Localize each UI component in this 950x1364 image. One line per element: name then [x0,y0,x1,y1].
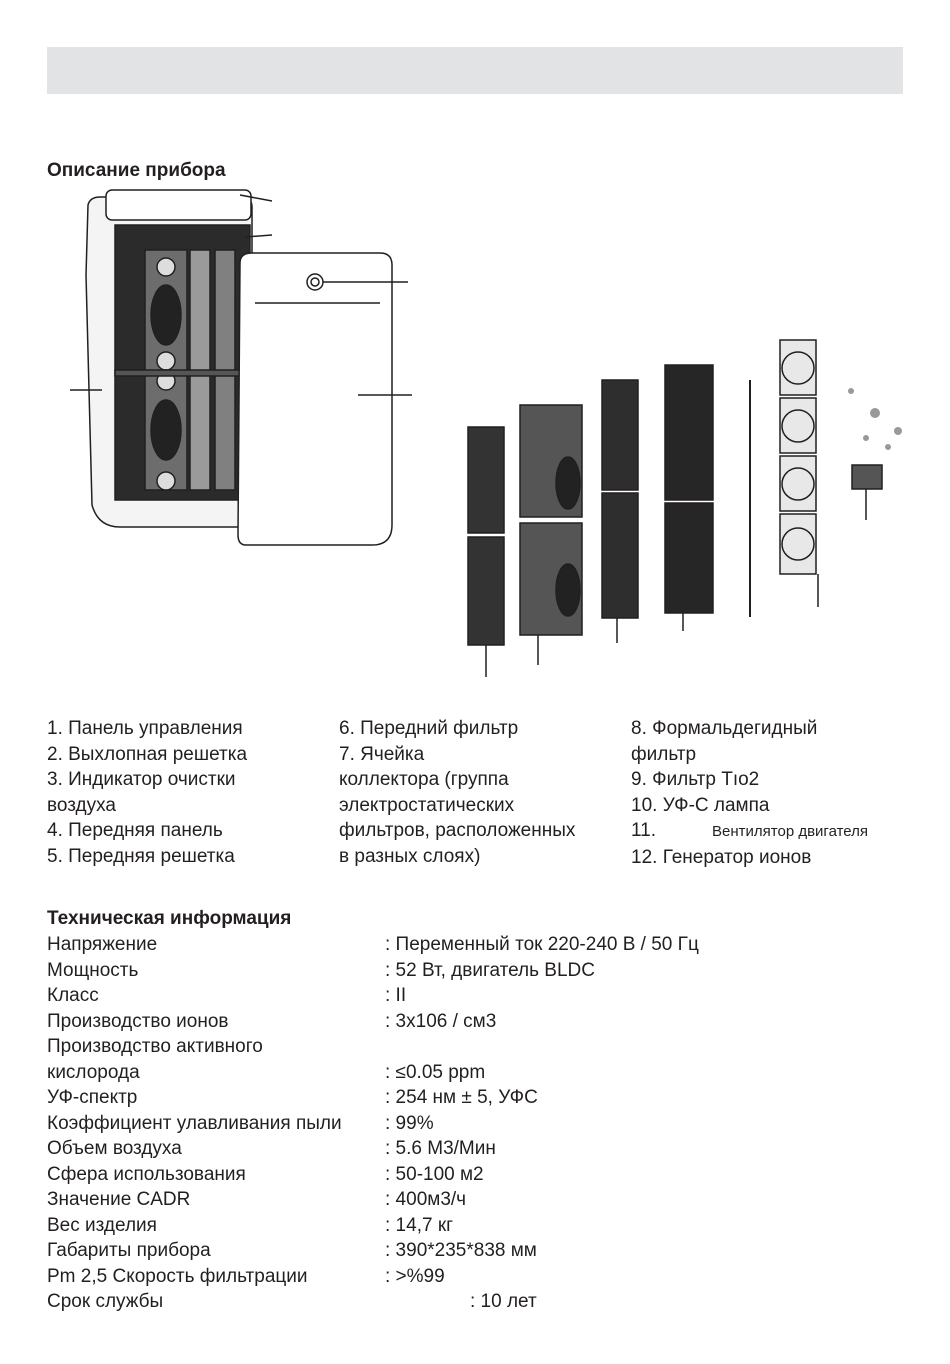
description-title: Описание прибора [47,160,226,181]
spec-label: Мощность [47,959,139,981]
part-line: 4. Передняя панель [47,820,223,842]
spec-value: : 52 Вт, двигатель BLDC [385,959,595,981]
spec-value: : 254 нм ± 5, УФС [385,1087,538,1108]
part-line: фильтр [631,743,697,765]
spec-value: : 3x106 / см3 [385,1010,497,1032]
spec-value: : Переменный ток 220-240 В / 50 Гц [385,934,699,955]
spec-label: Производство активного [47,1036,263,1057]
spec-label: Класс [47,985,99,1006]
parts-column-3 [631,716,921,871]
spec-value: : 14,7 кг [385,1214,454,1236]
part-line: фильтров, расположенных [339,820,576,842]
part-line: 10. УФ-С лампа [631,794,770,816]
spec-value: : >%99 [385,1265,445,1287]
spec-value: : 390*235*838 мм [385,1240,537,1261]
part-line: 3. Индикатор очистки [47,769,236,791]
part-line: 8. Формальдегидный [631,718,818,739]
part-line: в разных слоях) [339,845,481,867]
parts-column-1 [47,716,327,870]
spec-value: : 400м3/ч [385,1189,467,1210]
spec-label: Значение CADR [47,1189,191,1210]
tech-info-title: Техническая информация [47,908,292,929]
part-line: 12. Генератор ионов [631,846,812,868]
spec-label: Напряжение [47,934,158,955]
parts-column-2 [339,716,619,870]
part-line: 6. Передний фильтр [339,718,519,739]
spec-label: Габариты прибора [47,1240,211,1261]
spec-label: кислорода [47,1061,140,1083]
part-line: коллектора (группа [339,769,509,791]
item-11-number: 11. [631,820,657,842]
part-line: 7. Ячейка [339,743,425,765]
spec-value: : ≤0.05 ppm [385,1061,486,1083]
spec-value: : 99% [385,1112,434,1134]
spec-label: УФ-спектр [47,1087,138,1108]
spec-value: : 10 лет [470,1291,537,1312]
device-diagram [40,185,920,685]
spec-label: Сфера использования [47,1163,246,1185]
spec-label: Срок службы [47,1291,164,1312]
part-line: 5. Передняя решетка [47,845,235,867]
part-line: 2. Выхлопная решетка [47,743,248,765]
part-line: 1. Панель управления [47,718,243,739]
spec-label: Коэффициент улавливания пыли [47,1112,342,1134]
spec-value: : 5.6 М3/Мин [385,1138,496,1159]
exploded-filters [468,340,902,677]
part-line: 9. Фильтр Tıo2 [631,769,760,791]
spec-label: Pm 2,5 Скорость фильтрации [47,1265,308,1287]
purifier-body [70,190,412,545]
part-line: воздуха [47,794,116,816]
part-line-11 [631,818,921,845]
spec-value: : II [385,985,407,1006]
part-line: электростатических [339,794,515,816]
spec-value: : 50-100 м2 [385,1163,484,1185]
header-bar [47,47,903,94]
item-11-text: Вентилятор двигателя [712,823,868,841]
spec-label: Производство ионов [47,1010,229,1032]
spec-label: Вес изделия [47,1214,157,1236]
spec-label: Объем воздуха [47,1138,182,1159]
